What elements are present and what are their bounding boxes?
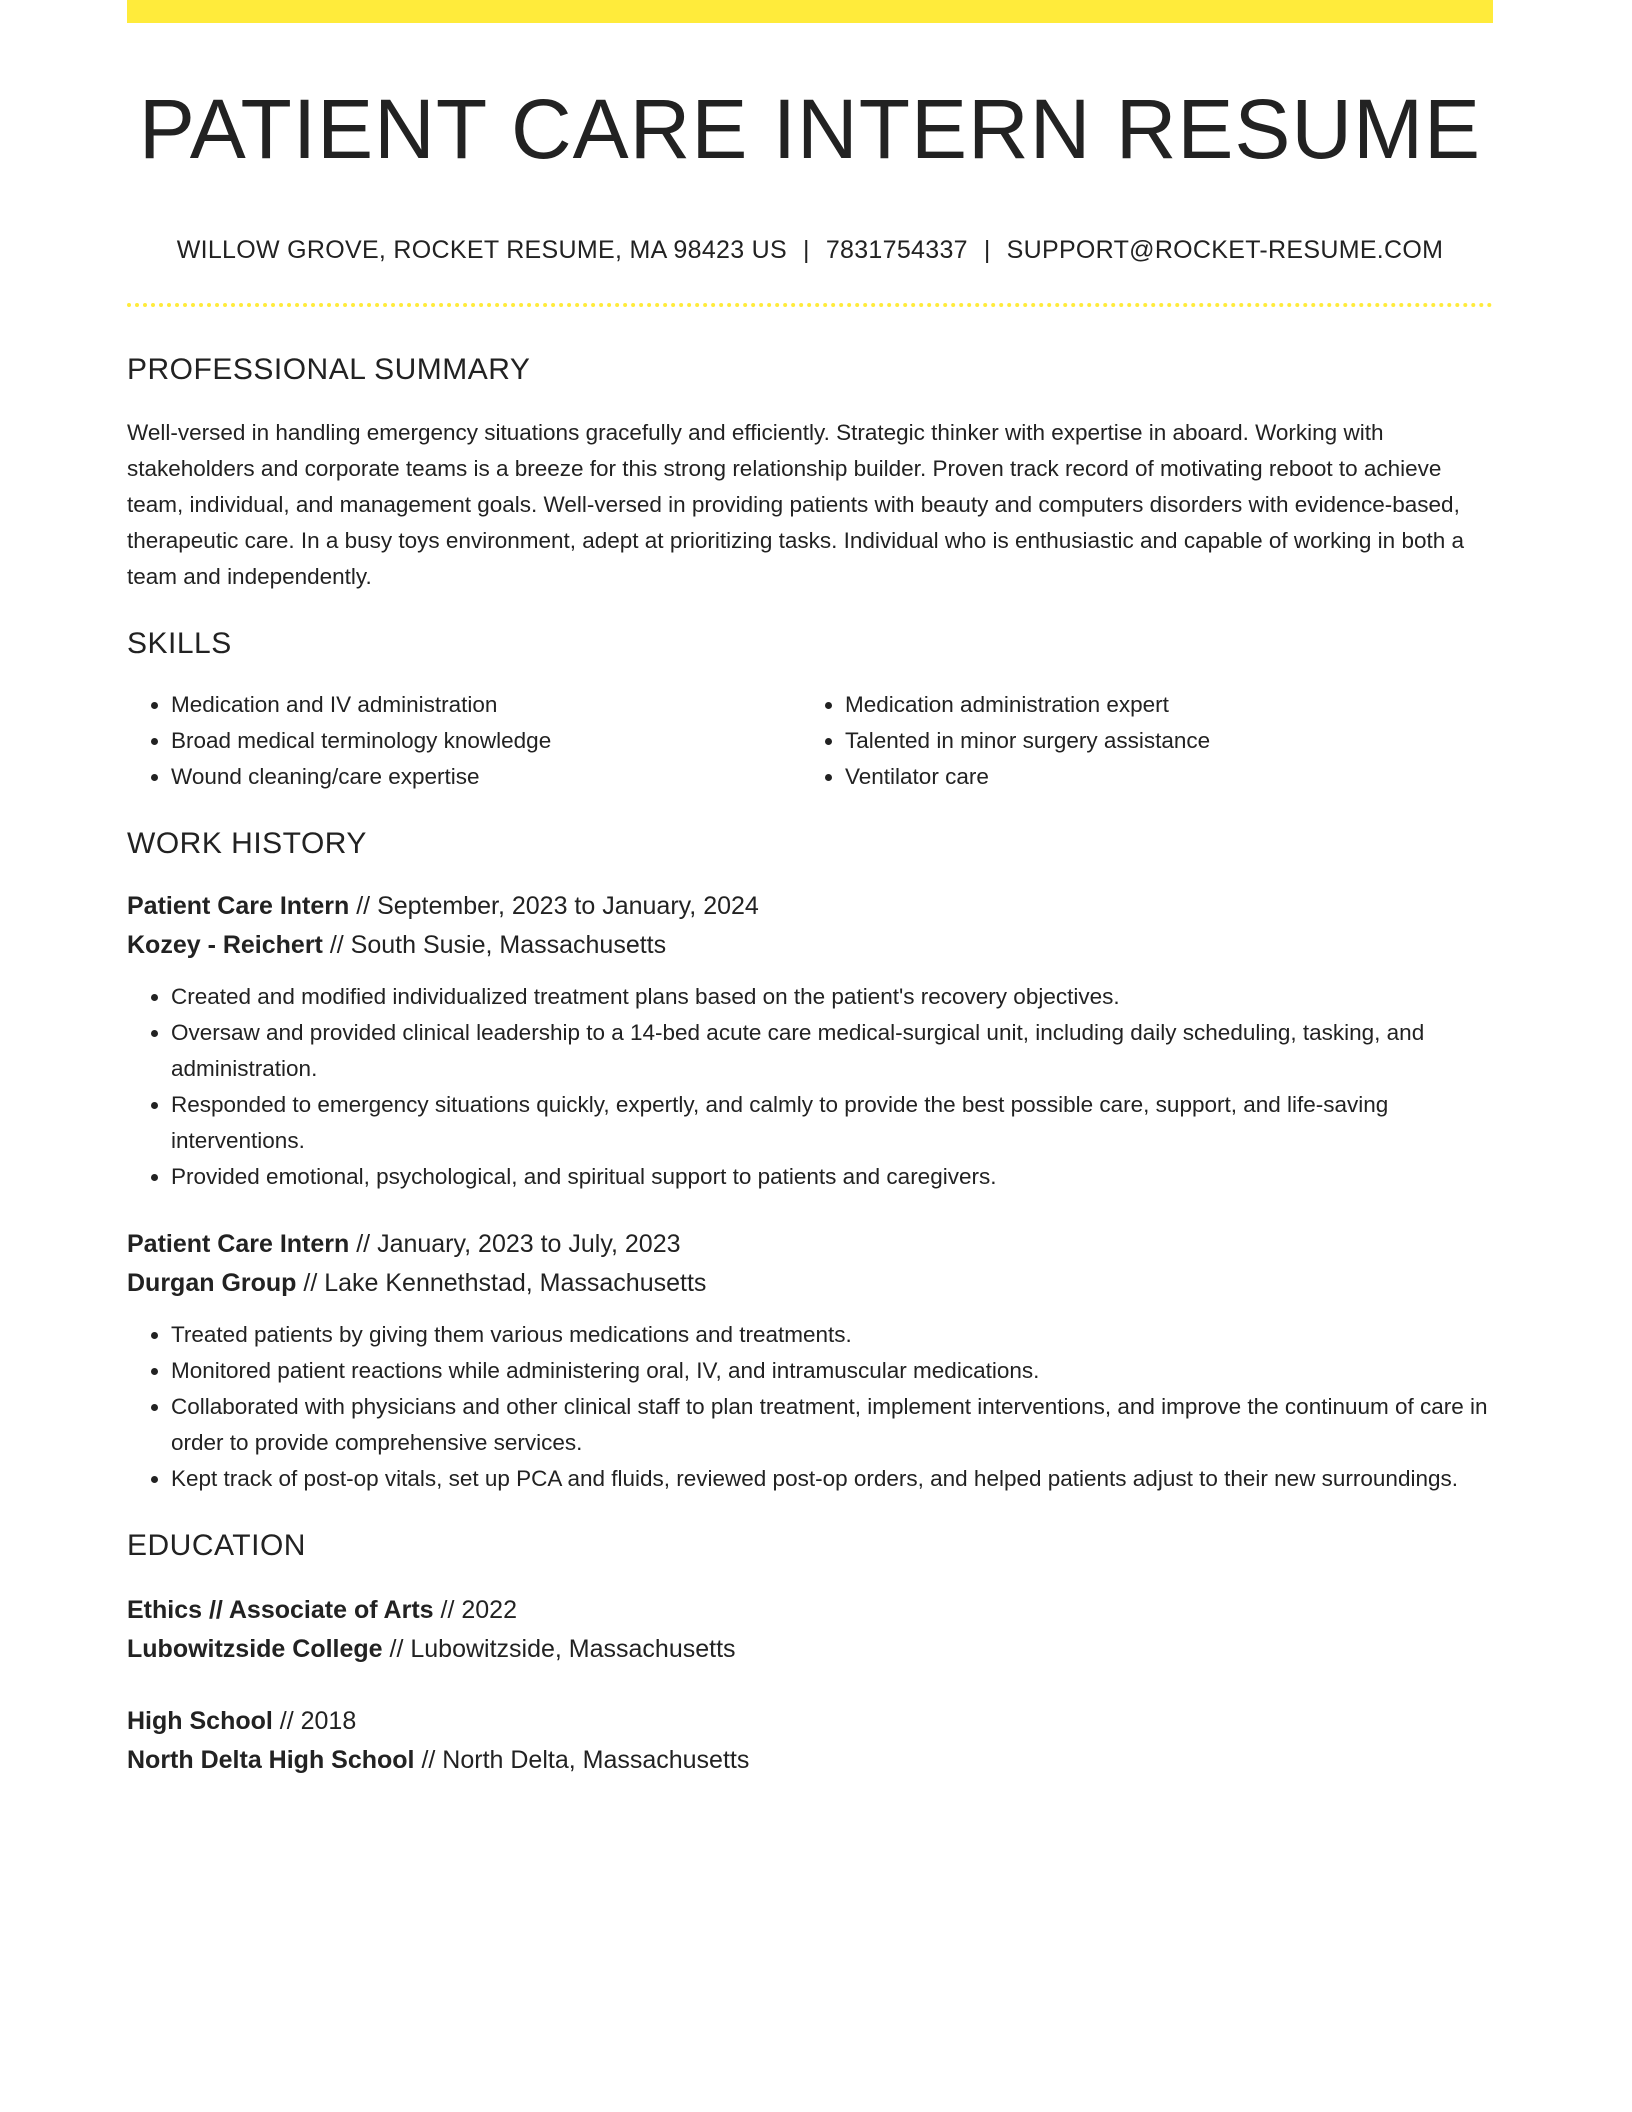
accent-bar	[127, 0, 1493, 23]
contact-separator: |	[983, 235, 991, 264]
skills-heading: SKILLS	[127, 626, 232, 660]
skill-item: • Medication administration expert	[845, 687, 1475, 723]
job-company-line	[127, 1264, 1493, 1303]
job-location: // Lake Kennethstad, Massachusetts	[296, 1268, 707, 1297]
duty-item: • Provided emotional, psychological, and spiritual support to patients and caregivers.	[171, 1159, 1493, 1195]
education-degree: Ethics // Associate of Arts	[127, 1595, 434, 1624]
education-degree-line	[127, 1702, 1493, 1741]
resume-title: PATIENT CARE INTERN RESUME	[138, 82, 1482, 176]
education-heading: EDUCATION	[127, 1528, 306, 1562]
duty-item: • Collaborated with physicians and other clinical staff to plan treatment, implement interventions, and improve the continuum of care in order to provide comprehensive services.	[171, 1389, 1493, 1461]
education-school: North Delta High School	[127, 1745, 415, 1774]
education-degree: High School	[127, 1706, 273, 1735]
skill-item: • Ventilator care	[845, 759, 1475, 795]
contact-separator: |	[803, 235, 810, 264]
education-degree-line	[127, 1591, 1493, 1630]
dotted-divider	[127, 303, 1493, 307]
skill-item: • Wound cleaning/care expertise	[171, 759, 801, 795]
skill-item: • Broad medical terminology knowledge	[171, 723, 801, 759]
summary-text: Well-versed in handling emergency situations gracefully and efficiently. Strategic thinker with expertise in aboard. Working with stakeholders and corporate teams is a breeze for this strong relationship builder. Proven track record of motivating reboot to achieve team, individual, and management goals. Well-versed in providing patients with beauty and computers disorders with evidence-based, therapeutic care. In a busy toys environment, adept at prioritizing tasks. Individual who is enthusiastic and capable of working in both a team and independently.	[127, 419, 1465, 589]
duty-item: • Treated patients by giving them various medications and treatments.	[171, 1317, 1493, 1353]
job-dates: // January, 2023 to July, 2023	[349, 1229, 681, 1258]
job-company: Kozey - Reichert	[127, 930, 323, 959]
duty-item: • Monitored patient reactions while administering oral, IV, and intramuscular medications.	[171, 1353, 1493, 1389]
education-location: // Lubowitzside, Massachusetts	[382, 1634, 736, 1663]
duty-item: • Oversaw and provided clinical leadership to a 14-bed acute care medical-surgical unit, including daily scheduling, tasking, and administration.	[171, 1015, 1493, 1087]
job-entry	[127, 1225, 1493, 1497]
education-school-line	[127, 1741, 1493, 1780]
job-entry	[127, 887, 1493, 1195]
duty-item: • Created and modified individualized treatment plans based on the patient's recovery objectives.	[171, 979, 1493, 1015]
job-duties	[127, 979, 1493, 1195]
job-title-line	[127, 887, 1493, 926]
job-role: Patient Care Intern	[127, 1229, 350, 1258]
education-entry	[127, 1591, 1493, 1669]
skills-column-right	[801, 687, 1475, 795]
skill-item: • Medication and IV administration	[171, 687, 801, 723]
job-duties	[127, 1317, 1493, 1497]
education-year: // 2022	[433, 1595, 517, 1624]
skills-column-left	[127, 687, 801, 795]
skills-list	[127, 687, 1493, 795]
contact-address: WILLOW GROVE, ROCKET RESUME, MA 98423 US	[176, 235, 788, 264]
duty-item: • Kept track of post-op vitals, set up PCA and fluids, reviewed post-op orders, and helped patients adjust to their new surroundings.	[171, 1461, 1493, 1497]
education-school: Lubowitzside College	[127, 1634, 383, 1663]
job-location: // South Susie, Massachusetts	[322, 930, 667, 959]
education-school-line	[127, 1630, 1493, 1669]
job-role: Patient Care Intern	[127, 891, 350, 920]
duty-item: • Responded to emergency situations quickly, expertly, and calmly to provide the best possible care, support, and life-saving interventions.	[171, 1087, 1493, 1159]
job-dates: // September, 2023 to January, 2024	[349, 891, 759, 920]
education-location: // North Delta, Massachusetts	[414, 1745, 750, 1774]
skill-item: • Talented in minor surgery assistance	[845, 723, 1475, 759]
resume-page	[127, 0, 1493, 1780]
education-entry	[127, 1702, 1493, 1780]
contact-line	[127, 236, 1493, 265]
work-history-heading: WORK HISTORY	[127, 826, 367, 860]
education-year: // 2018	[272, 1706, 357, 1735]
summary-heading: PROFESSIONAL SUMMARY	[127, 352, 531, 386]
job-title-line	[127, 1225, 1493, 1264]
contact-phone: 7831754337	[825, 235, 968, 264]
job-company: Durgan Group	[127, 1268, 297, 1297]
job-company-line	[127, 926, 1493, 965]
contact-email[interactable]: SUPPORT@ROCKET-RESUME.COM	[1006, 235, 1444, 264]
